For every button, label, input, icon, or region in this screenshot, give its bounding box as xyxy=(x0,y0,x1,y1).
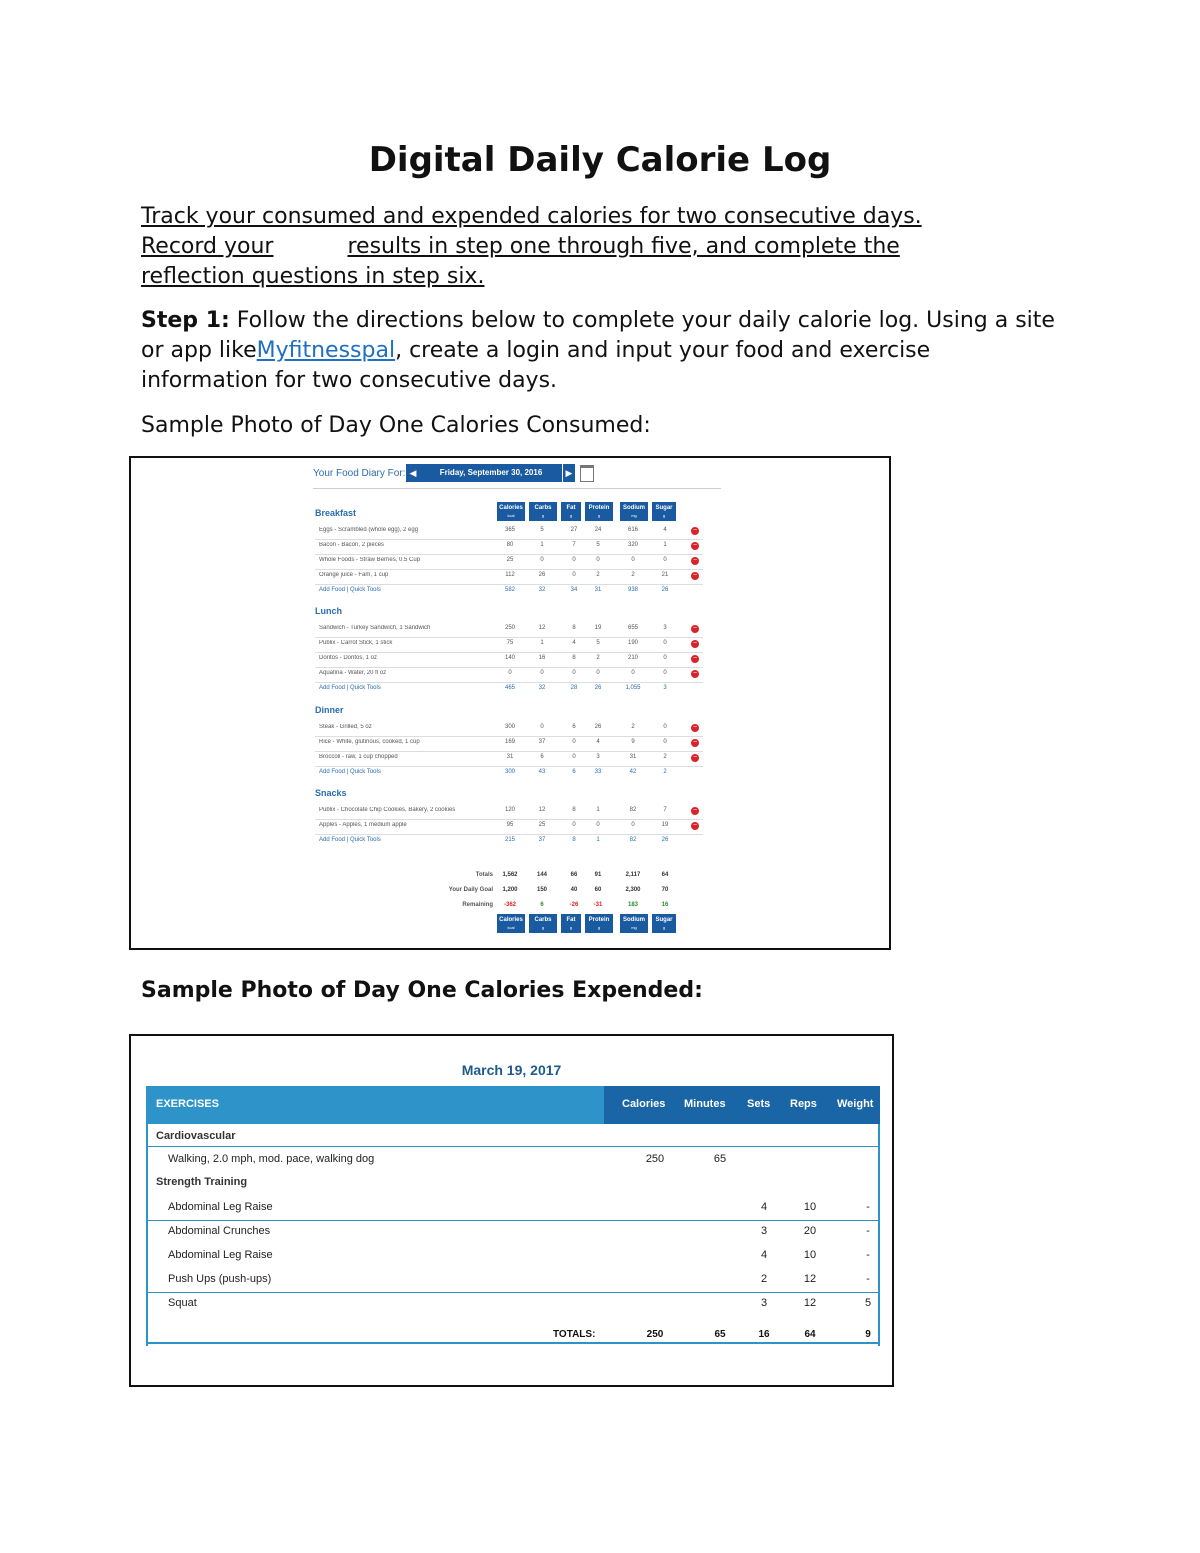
section-lunch: Lunch xyxy=(315,606,342,616)
section-sum-value: 2 xyxy=(663,769,667,775)
section-snacks: Snacks xyxy=(315,788,347,798)
food-value: 37 xyxy=(538,739,546,745)
total-weight: 9 xyxy=(865,1329,871,1340)
header-divider xyxy=(313,488,721,489)
section-sum-value: 26 xyxy=(594,685,602,691)
food-value: 2 xyxy=(596,655,600,661)
food-value: 6 xyxy=(540,754,544,760)
food-row xyxy=(315,569,703,585)
totals-value: 40 xyxy=(570,887,578,893)
strength-row xyxy=(148,1292,878,1316)
food-row xyxy=(315,637,703,653)
exercise-sets: 3 xyxy=(760,1225,768,1237)
food-value: 95 xyxy=(506,822,514,828)
totals-value: 2,300 xyxy=(625,887,641,893)
quick-tools-label[interactable]: Quick Tools xyxy=(349,587,381,593)
food-name: Publix - Chocolate Chip Cookies, Bakery, 2 cookies xyxy=(319,807,456,813)
exercise-weight: - xyxy=(866,1273,870,1285)
col-calories: Calories xyxy=(622,1098,666,1110)
exercise-sets: 4 xyxy=(760,1249,768,1261)
food-row xyxy=(315,554,703,570)
column-name: Carbs xyxy=(534,917,552,923)
delete-icon[interactable]: − xyxy=(692,807,698,814)
food-value: 0 xyxy=(663,739,667,745)
food-value: 8 xyxy=(572,807,576,813)
column-unit: g xyxy=(662,925,666,930)
section-dinner: Dinner xyxy=(315,705,344,715)
delete-icon[interactable]: − xyxy=(692,572,698,579)
exercise-name: Push Ups (push-ups) xyxy=(168,1273,272,1285)
section-breakfast: Breakfast xyxy=(315,508,357,518)
food-value: 7 xyxy=(663,807,667,813)
food-value: 75 xyxy=(506,640,514,646)
exercise-weight: - xyxy=(866,1249,870,1261)
food-value: 12 xyxy=(538,807,546,813)
section-summary xyxy=(315,584,703,599)
section-sum-value: 32 xyxy=(538,587,546,593)
food-value: 0 xyxy=(572,670,576,676)
exercise-table xyxy=(146,1086,880,1346)
column-header-1 xyxy=(529,502,557,521)
exercise-reps: 12 xyxy=(803,1273,817,1285)
delete-icon[interactable]: − xyxy=(692,754,698,761)
section-sum-value: 582 xyxy=(504,587,515,593)
food-value: 0 xyxy=(572,572,576,578)
totals-value: 1,200 xyxy=(502,887,518,893)
column-unit: g xyxy=(662,513,666,518)
section-summary xyxy=(315,834,703,849)
food-value: 140 xyxy=(504,655,515,661)
section-sum-value: 42 xyxy=(629,769,637,775)
add-food-link[interactable] xyxy=(319,769,381,775)
column-header-5 xyxy=(652,502,676,521)
column-name: Sugar xyxy=(655,917,673,923)
add-food-label[interactable]: Add Food xyxy=(319,587,346,593)
food-diary-header: Your Food Diary For: xyxy=(313,468,406,479)
section-sum-value: 31 xyxy=(594,587,602,593)
section-sum-value: 3 xyxy=(663,685,667,691)
delete-icon[interactable]: − xyxy=(692,655,698,662)
quick-tools-label[interactable]: Quick Tools xyxy=(349,685,381,691)
column-unit: mg xyxy=(631,513,637,518)
totals-row-goal xyxy=(315,885,703,900)
column-unit: mg xyxy=(631,925,637,930)
food-value: 1 xyxy=(596,807,600,813)
exercise-weight: - xyxy=(866,1225,870,1237)
strength-row xyxy=(148,1196,878,1220)
exercise-weight: 5 xyxy=(864,1297,872,1309)
column-unit: g xyxy=(541,925,545,930)
food-value: 0 xyxy=(508,670,512,676)
step1-text2: , create a login and input your food and exercise information for two consecutive days. xyxy=(141,338,931,393)
section-sum-value: 34 xyxy=(570,587,578,593)
total-calories: 250 xyxy=(646,1329,664,1340)
food-value: 1 xyxy=(663,542,667,548)
totals-row-remaining xyxy=(315,900,703,915)
quick-tools-label[interactable]: Quick Tools xyxy=(349,837,381,843)
food-value: 1 xyxy=(540,542,544,548)
food-value: 8 xyxy=(572,655,576,661)
delete-icon[interactable]: − xyxy=(692,822,698,829)
exercise-sets: 2 xyxy=(760,1273,768,1285)
delete-icon[interactable]: − xyxy=(692,670,698,677)
column-footer-2 xyxy=(561,914,581,933)
food-value: 2 xyxy=(663,754,667,760)
add-food-label[interactable]: Add Food xyxy=(319,769,346,775)
exercise-reps: 20 xyxy=(803,1225,817,1237)
cardio-row xyxy=(148,1148,878,1172)
strength-row xyxy=(148,1244,878,1268)
totals-value: 64 xyxy=(661,872,669,878)
food-value: 0 xyxy=(596,670,600,676)
food-value: 0 xyxy=(631,557,635,563)
food-value: 3 xyxy=(663,625,667,631)
column-unit: g xyxy=(569,925,573,930)
food-row xyxy=(315,804,703,820)
exercise-calories: 250 xyxy=(645,1153,665,1165)
section-sum-value: 465 xyxy=(504,685,515,691)
food-value: 5 xyxy=(540,527,544,533)
column-unit: g xyxy=(569,513,573,518)
column-unit: g xyxy=(597,513,601,518)
column-name: Sugar xyxy=(655,505,673,511)
food-value: 0 xyxy=(572,557,576,563)
section-summary xyxy=(315,766,703,781)
totals-value: 150 xyxy=(536,887,547,893)
add-food-label[interactable]: Add Food xyxy=(319,685,346,691)
food-value: 250 xyxy=(504,625,515,631)
section-sum-value: 26 xyxy=(661,837,669,843)
exercise-reps: 12 xyxy=(803,1297,817,1309)
food-value: 26 xyxy=(538,572,546,578)
total-reps: 64 xyxy=(804,1329,816,1340)
add-food-link[interactable] xyxy=(319,837,381,843)
section-summary xyxy=(315,682,703,697)
section-sum-value: 215 xyxy=(504,837,515,843)
column-name: Sodium xyxy=(623,505,645,511)
step1-paragraph xyxy=(141,306,1061,396)
totals-value: 183 xyxy=(627,902,638,908)
food-name: Doritos - Doritos, 1 oz xyxy=(319,655,378,661)
exercise-name: Abdominal Leg Raise xyxy=(168,1249,273,1261)
delete-icon[interactable]: − xyxy=(692,625,698,632)
intro-part3: results in step one through five, and complete the xyxy=(347,234,900,259)
food-value: 21 xyxy=(661,572,669,578)
totals-value: 1,562 xyxy=(502,872,518,878)
calendar-icon[interactable] xyxy=(580,465,594,482)
food-value: 4 xyxy=(572,640,576,646)
food-name: Apples - Apples, 1 medium apple xyxy=(319,822,407,828)
totals-value: 6 xyxy=(540,902,544,908)
column-name: Sodium xyxy=(623,917,645,923)
food-name: Eggs - Scrambled (whole egg), 2 egg xyxy=(319,527,419,533)
food-row xyxy=(315,736,703,752)
section-sum-value: 33 xyxy=(594,769,602,775)
food-value: 26 xyxy=(594,724,602,730)
column-unit: kcal xyxy=(507,925,515,930)
section-sum-value: 300 xyxy=(504,769,515,775)
food-value: 120 xyxy=(504,807,515,813)
exercise-name: Squat xyxy=(168,1297,197,1309)
col-exercises: EXERCISES xyxy=(156,1098,219,1110)
food-value: 0 xyxy=(540,557,544,563)
exercise-name: Abdominal Leg Raise xyxy=(168,1201,273,1213)
section-sum-value: 26 xyxy=(661,587,669,593)
diary-date: Friday, September 30, 2016 xyxy=(420,464,562,482)
food-row xyxy=(315,721,703,737)
col-sets: Sets xyxy=(747,1098,771,1110)
exercise-screenshot xyxy=(129,1034,894,1387)
strength-label: Strength Training xyxy=(156,1176,248,1188)
consumed-heading: Sample Photo of Day One Calories Consumed: xyxy=(141,413,651,438)
food-diary xyxy=(303,458,723,948)
section-sum-value: 938 xyxy=(627,587,638,593)
intro-part4: reflection questions in step six. xyxy=(141,264,485,289)
exercise-sets: 4 xyxy=(760,1201,768,1213)
food-value: 0 xyxy=(540,724,544,730)
column-name: Calories xyxy=(499,917,523,923)
totals-value: 66 xyxy=(570,872,578,878)
food-value: 7 xyxy=(572,542,576,548)
food-value: 8 xyxy=(572,625,576,631)
separator: | xyxy=(345,837,350,843)
section-sum-value: 1,055 xyxy=(625,685,641,691)
food-value: 6 xyxy=(572,724,576,730)
totals-value: -26 xyxy=(569,902,579,908)
food-name: Sandwich - Turkey Sandwich, 1 Sandwich xyxy=(319,625,431,631)
food-value: 0 xyxy=(663,640,667,646)
food-value: 4 xyxy=(663,527,667,533)
strength-row xyxy=(148,1268,878,1292)
column-footer-0 xyxy=(497,914,525,933)
food-value: 5 xyxy=(596,640,600,646)
totals-value: 2,117 xyxy=(625,872,641,878)
food-name: Publix - Carrot Stick, 1 stick xyxy=(319,640,393,646)
section-sum-value: 32 xyxy=(538,685,546,691)
food-value: 16 xyxy=(538,655,546,661)
food-value: 0 xyxy=(572,822,576,828)
add-food-link[interactable] xyxy=(319,685,381,691)
food-name: Aquafina - Water, 20 fl oz xyxy=(319,670,387,676)
food-value: 616 xyxy=(627,527,638,533)
food-value: 112 xyxy=(505,572,515,578)
totals-value: -362 xyxy=(503,902,516,908)
delete-icon[interactable]: − xyxy=(692,542,698,549)
food-value: 169 xyxy=(504,739,515,745)
totals-value: -31 xyxy=(593,902,603,908)
food-value: 0 xyxy=(663,655,667,661)
food-value: 24 xyxy=(594,527,602,533)
column-unit: kcal xyxy=(507,513,515,518)
food-name: Broccoli - raw, 1 cup chopped xyxy=(319,754,398,760)
add-food-link[interactable] xyxy=(319,587,381,593)
food-value: 2 xyxy=(631,724,635,730)
page-title: Digital Daily Calorie Log xyxy=(368,140,832,180)
food-value: 5 xyxy=(596,542,600,548)
section-sum-value: 82 xyxy=(629,837,637,843)
quick-tools-label[interactable]: Quick Tools xyxy=(349,769,381,775)
food-value: 2 xyxy=(631,572,635,578)
food-value: 0 xyxy=(663,670,667,676)
delete-icon[interactable]: − xyxy=(692,557,698,564)
exercise-table-header xyxy=(146,1086,880,1124)
food-value: 0 xyxy=(631,822,635,828)
strength-row xyxy=(148,1220,878,1244)
section-sum-value: 8 xyxy=(572,837,576,843)
food-name: Bacon - Bacon, 2 pieces xyxy=(319,542,385,548)
totals-value: 70 xyxy=(661,887,669,893)
food-value: 82 xyxy=(629,807,637,813)
food-value: 2 xyxy=(596,572,600,578)
delete-icon[interactable]: − xyxy=(692,640,698,647)
delete-icon[interactable]: − xyxy=(692,527,698,534)
food-value: 1 xyxy=(540,640,544,646)
myfitnesspal-link[interactable]: Myfitnesspal xyxy=(256,338,396,363)
exercise-reps: 10 xyxy=(803,1249,817,1261)
column-header-4 xyxy=(620,502,648,521)
column-footer-3 xyxy=(585,914,613,933)
food-value: 0 xyxy=(572,754,576,760)
column-footer-4 xyxy=(620,914,648,933)
food-value: 9 xyxy=(631,739,635,745)
column-name: Protein xyxy=(588,917,610,923)
food-value: 19 xyxy=(594,625,602,631)
exercise-date: March 19, 2017 xyxy=(461,1062,562,1078)
section-sum-value: 28 xyxy=(570,685,578,691)
column-name: Fat xyxy=(566,917,576,923)
food-value: 3 xyxy=(596,754,600,760)
totals-label: Totals xyxy=(475,872,493,878)
column-unit: g xyxy=(597,925,601,930)
food-value: 27 xyxy=(570,527,578,533)
food-value: 210 xyxy=(627,655,638,661)
column-name: Carbs xyxy=(534,505,552,511)
step1-label: Step 1: xyxy=(141,308,230,333)
totals-value: 16 xyxy=(661,902,669,908)
food-value: 0 xyxy=(663,557,667,563)
column-footer-1 xyxy=(529,914,557,933)
exercise-reps: 10 xyxy=(803,1201,817,1213)
food-value: 300 xyxy=(504,724,515,730)
food-row xyxy=(315,751,703,767)
totals-row-totals xyxy=(315,870,703,885)
totals-label: Remaining xyxy=(462,902,493,908)
col-weight: Weight xyxy=(837,1098,874,1110)
food-name: Whole Foods - Straw Berries, 0.5 Cup xyxy=(319,557,421,563)
column-footer-5 xyxy=(652,914,676,933)
food-value: 190 xyxy=(627,640,638,646)
food-row xyxy=(315,667,703,683)
food-name: Steak - Grilled, 5 oz xyxy=(319,724,372,730)
next-day-button[interactable]: ▶ xyxy=(563,464,575,482)
food-value: 31 xyxy=(506,754,514,760)
separator: | xyxy=(345,685,350,691)
column-name: Calories xyxy=(499,505,523,511)
add-food-label[interactable]: Add Food xyxy=(319,837,346,843)
column-name: Fat xyxy=(566,505,576,511)
food-row xyxy=(315,819,703,835)
section-sum-value: 6 xyxy=(572,769,576,775)
exercise-minutes: 65 xyxy=(713,1153,727,1165)
exercise-name: Walking, 2.0 mph, mod. pace, walking dog xyxy=(168,1153,375,1165)
food-value: 80 xyxy=(506,542,514,548)
food-row xyxy=(315,524,703,540)
food-name: Orange juice - Fam, 1 cup xyxy=(319,572,389,578)
cardio-label: Cardiovascular xyxy=(156,1130,236,1142)
exercise-weight: - xyxy=(866,1201,870,1213)
totals-label: TOTALS: xyxy=(553,1329,596,1340)
column-header-3 xyxy=(585,502,613,521)
food-value: 12 xyxy=(538,625,546,631)
column-header-2 xyxy=(561,502,581,521)
total-minutes: 65 xyxy=(714,1329,726,1340)
totals-value: 60 xyxy=(594,887,602,893)
delete-icon[interactable]: − xyxy=(692,739,698,746)
column-unit: g xyxy=(541,513,545,518)
total-sets: 16 xyxy=(758,1329,770,1340)
totals-value: 91 xyxy=(594,872,602,878)
col-reps: Reps xyxy=(790,1098,817,1110)
delete-icon[interactable]: − xyxy=(692,724,698,731)
food-value: 0 xyxy=(596,822,600,828)
food-row xyxy=(315,539,703,555)
col-minutes: Minutes xyxy=(684,1098,726,1110)
food-row xyxy=(315,652,703,668)
exercise-name: Abdominal Crunches xyxy=(168,1225,271,1237)
section-sum-value: 37 xyxy=(538,837,546,843)
section-sum-value: 43 xyxy=(538,769,546,775)
food-value: 320 xyxy=(627,542,638,548)
totals-value: 144 xyxy=(536,872,547,878)
food-value: 25 xyxy=(506,557,514,563)
intro-part1: Track your consumed and expended calories for two consecutive days. xyxy=(141,204,922,229)
totals-label: Your Daily Goal xyxy=(448,887,493,893)
food-value: 0 xyxy=(663,724,667,730)
step1-text1: Follow the directions below to complete your daily calorie log. Using a site or app like xyxy=(141,308,1055,363)
section-sum-value: 1 xyxy=(596,837,600,843)
food-value: 25 xyxy=(538,822,546,828)
food-value: 0 xyxy=(631,670,635,676)
food-value: 365 xyxy=(504,527,515,533)
intro-paragraph xyxy=(141,202,1061,292)
previous-day-button[interactable]: ◀ xyxy=(406,464,420,482)
food-value: 0 xyxy=(540,670,544,676)
food-value: 4 xyxy=(596,739,600,745)
food-value: 0 xyxy=(572,739,576,745)
expended-heading: Sample Photo of Day One Calories Expended: xyxy=(141,978,703,1003)
separator: | xyxy=(345,769,350,775)
food-value: 655 xyxy=(627,625,638,631)
food-diary-screenshot xyxy=(129,456,891,950)
food-value: 0 xyxy=(596,557,600,563)
food-value: 31 xyxy=(629,754,637,760)
column-header-0 xyxy=(497,502,525,521)
food-name: Rice - White, glutinous, cooked, 1 cup xyxy=(319,739,420,745)
exercise-sets: 3 xyxy=(760,1297,768,1309)
column-name: Protein xyxy=(588,505,610,511)
food-row xyxy=(315,622,703,638)
intro-part2: Record your xyxy=(141,234,274,259)
food-value: 19 xyxy=(661,822,669,828)
separator: | xyxy=(345,587,350,593)
